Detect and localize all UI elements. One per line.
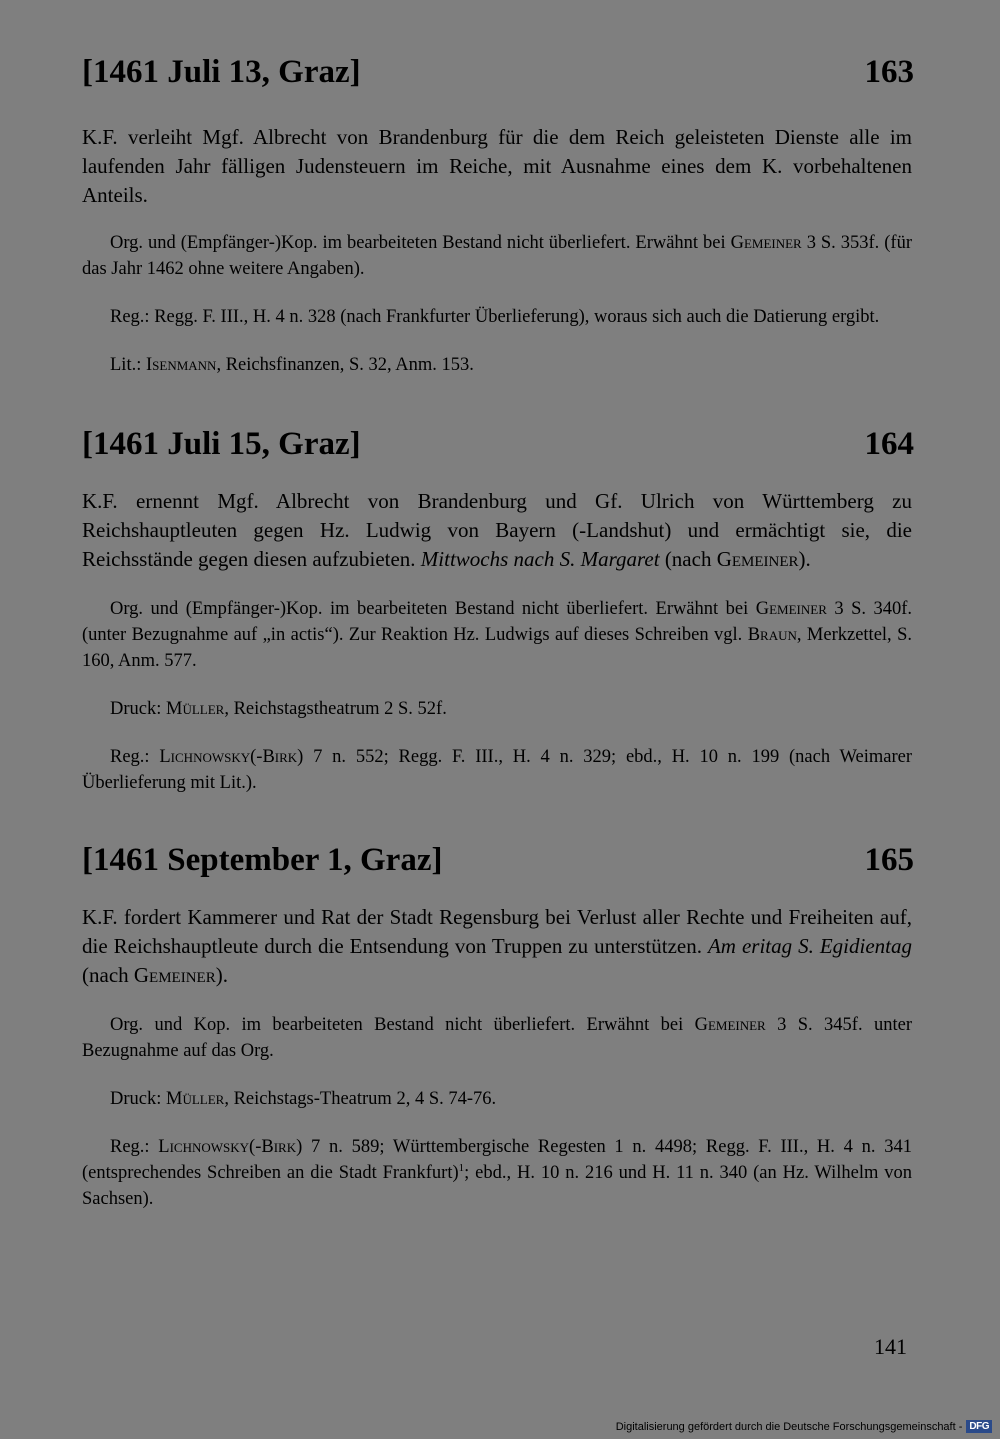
entry-number: 163: [864, 54, 914, 90]
entry-number: 164: [864, 426, 914, 462]
entry-note-transmission: Org. und Kop. im bearbeiteten Bestand nicht überliefert. Erwähnt bei Gemeiner 3 S. 345f. unter Bezugnahme auf das Org.: [82, 1015, 912, 1061]
entry-note-print: Druck: Müller, Reichstagstheatrum 2 S. 52f.: [110, 699, 447, 719]
funding-footer: [616, 1420, 992, 1433]
entry-number: 165: [864, 842, 914, 878]
entry-heading: [82, 52, 912, 92]
entry-heading: [82, 424, 912, 464]
entry-note-regest: Reg.: Lichnowsky(-Birk) 7 n. 589; Württembergische Regesten 1 n. 4498; Regg. F. III., H. 4 n. 341 (entsprechendes Schreiben an die Stadt Frankfurt)$^1$; ebd., H. 10 n. 216 und H. 11 n. 340 (an Hz. Wilhelm von Sachsen).: [82, 1137, 912, 1209]
entry-note-literature: Lit.: Isenmann, Reichsfinanzen, S. 32, Anm. 153.: [110, 355, 474, 375]
entry-summary: K.F. fordert Kammerer und Rat der Stadt Regensburg bei Verlust aller Rechte und Freiheiten auf, die Reichshauptleute durch die Entsendung von Truppen zu unterstützen. Am eritag S. Egidientag (nach Gemeiner).: [82, 905, 912, 987]
entry-summary: K.F. ernennt Mgf. Albrecht von Brandenburg und Gf. Ulrich von Württemberg zu Reichshauptleuten gegen Hz. Ludwig von Bayern (-Landshut) und ermächtigt sie, die Reichsstände gegen diesen aufzubieten. Mittwochs nach S. Margaret (nach Gemeiner).: [82, 489, 912, 571]
dfg-logo: DFG: [966, 1420, 992, 1433]
entry-note-print: Druck: Müller, Reichstags-Theatrum 2, 4 S. 74-76.: [110, 1089, 497, 1109]
entry-note-transmission: Org. und (Empfänger-)Kop. im bearbeiteten Bestand nicht überliefert. Erwähnt bei Gemeiner 3 S. 353f. (für das Jahr 1462 ohne weitere Angaben).: [82, 233, 912, 279]
entry-date-place: [1461 Juli 13, Graz]: [82, 54, 361, 90]
entry-heading: [82, 840, 912, 880]
footnote-marker: 1: [458, 1161, 465, 1174]
entry-note-regest: Reg.: Regg. F. III., H. 4 n. 328 (nach Frankfurter Überlieferung), woraus sich auch die Datierung ergibt.: [110, 307, 880, 327]
entry-date-place: [1461 Juli 15, Graz]: [82, 426, 361, 462]
entry-summary: K.F. verleiht Mgf. Albrecht von Brandenburg für die dem Reich geleisteten Dienste alle im laufenden Jahr fälligen Judensteuern im Reiche, mit Ausnahme eines dem K. vorbehaltenen Anteils.: [82, 125, 912, 207]
funding-text: Digitalisierung gefördert durch die Deutsche Forschungsgemeinschaft -: [615, 1420, 963, 1433]
page-number: 141: [874, 1334, 907, 1359]
entry-note-regest: Reg.: Lichnowsky(-Birk) 7 n. 552; Regg. F. III., H. 4 n. 329; ebd., H. 10 n. 199 (nach Weimarer Überlieferung mit Lit.).: [82, 747, 912, 793]
entry-date-place: [1461 September 1, Graz]: [82, 842, 443, 878]
entry-note-transmission: Org. und (Empfänger-)Kop. im bearbeiteten Bestand nicht überliefert. Erwähnt bei Gemeiner 3 S. 340f. (unter Bezugnahme auf „in actis“). Zur Reaktion Hz. Ludwigs auf dieses Schreiben vgl. Braun, Merkzettel, S. 160, Anm. 577.: [82, 599, 912, 671]
document-page: [82, 52, 912, 1212]
